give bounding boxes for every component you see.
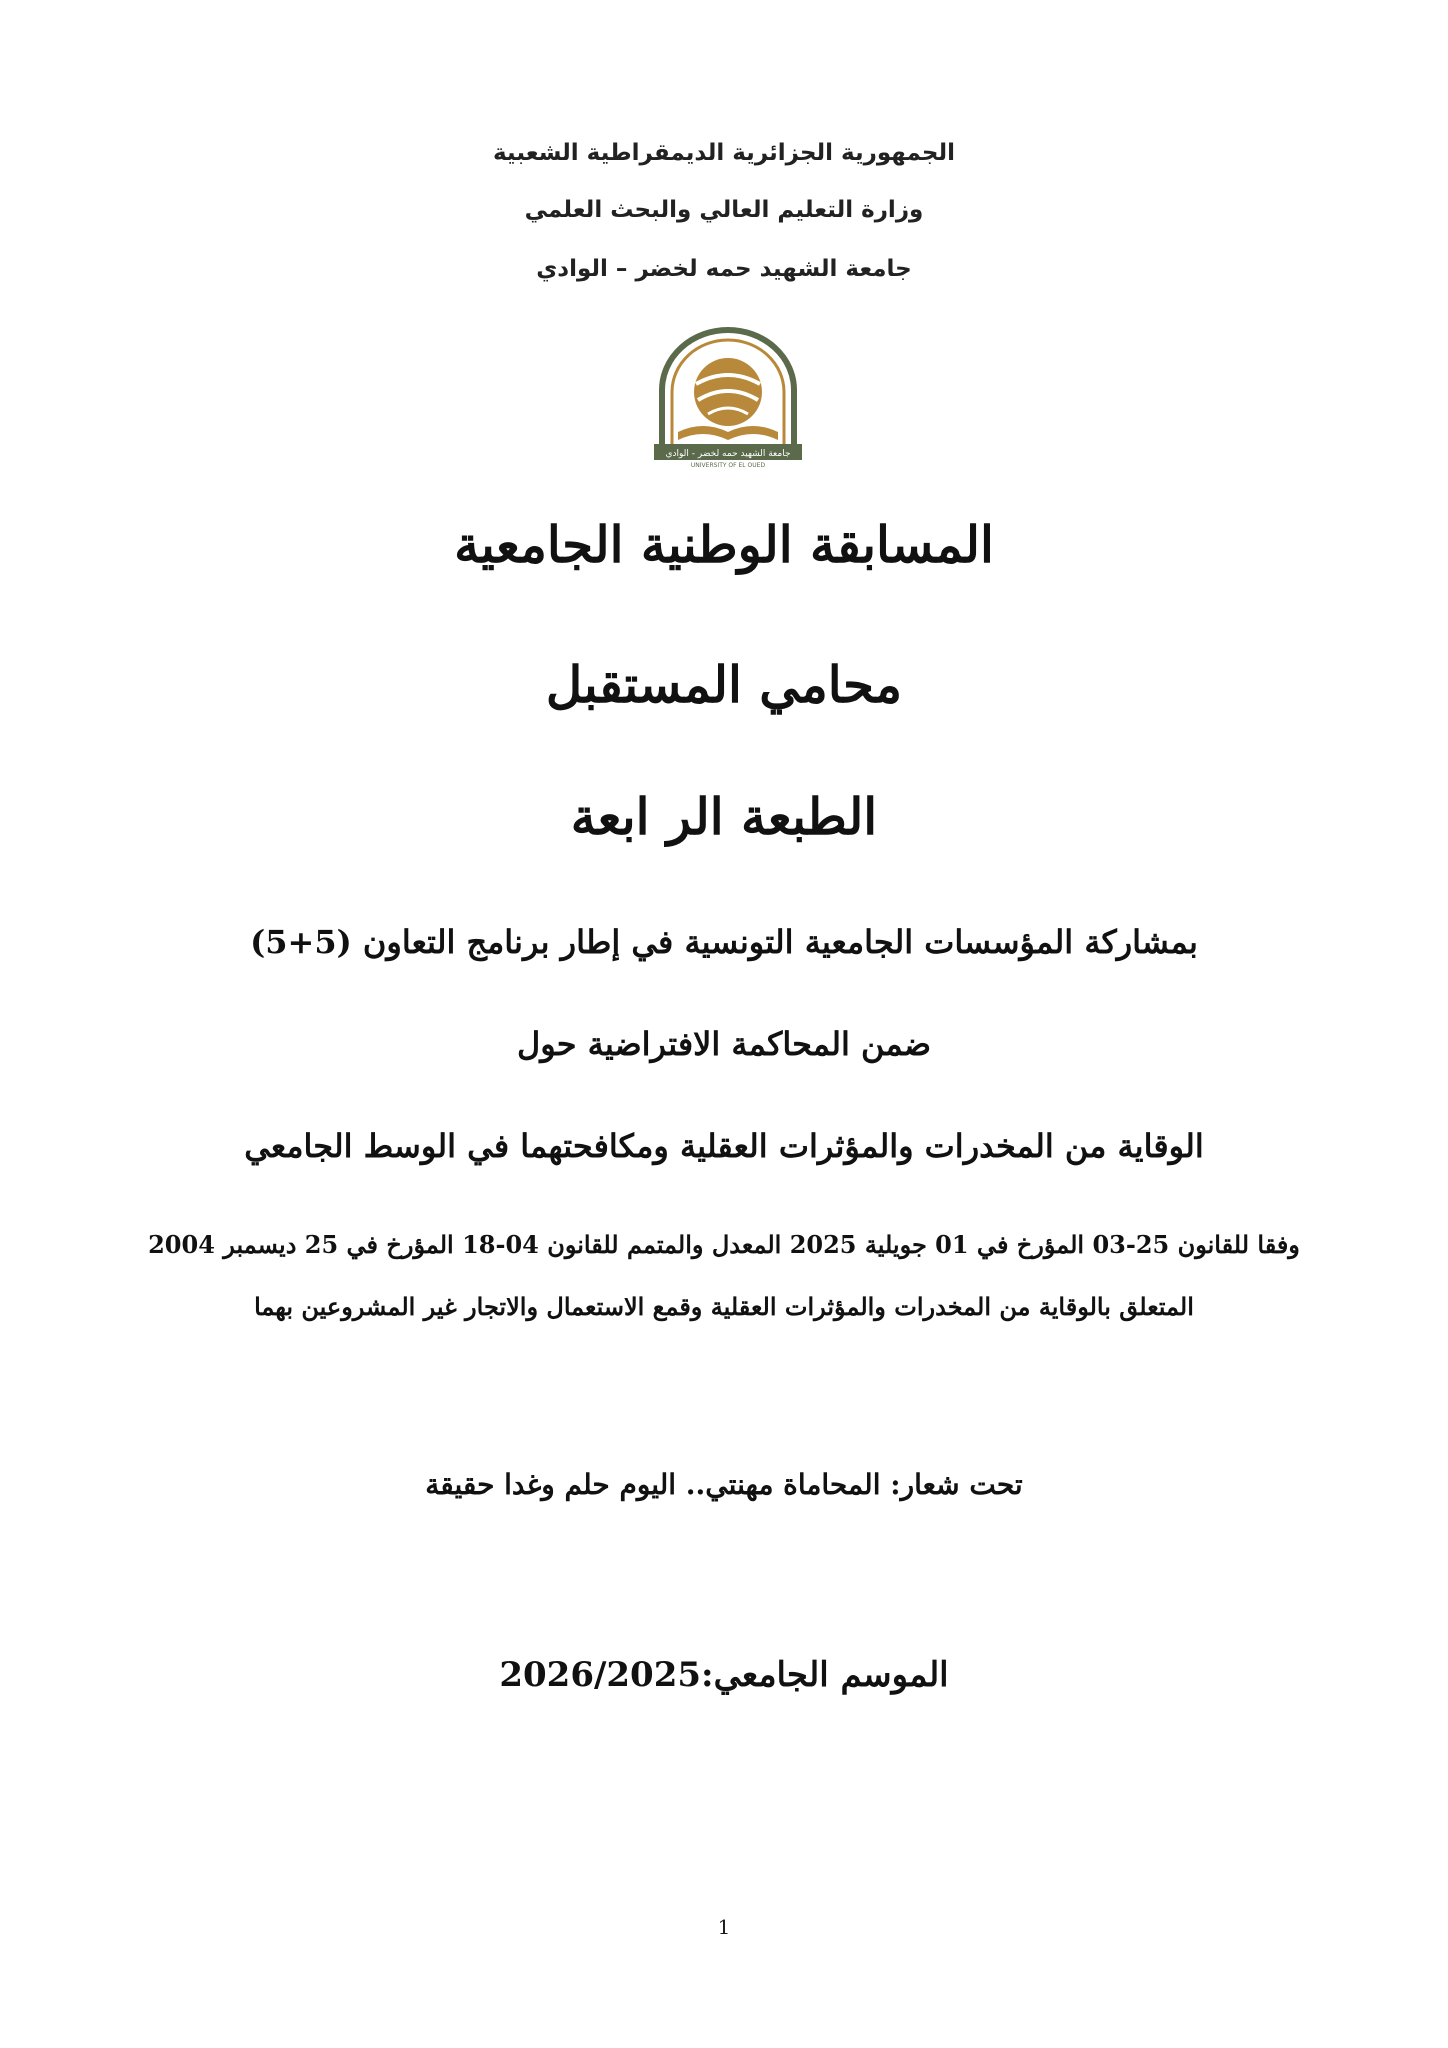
within-line: ضمن المحاكمة الافتراضية حول [516, 1025, 932, 1063]
law-line-1: وفقا للقانون 25-03 المؤرخ في 01 جويلية 2025 المعدل والمتمم للقانون 04-18 المؤرخ في 25 ديسمبر 2004 [148, 1230, 1300, 1259]
competition-title: المسابقة الوطنية الجامعية [454, 515, 994, 574]
university-heading: جامعة الشهيد حمه لخضر – الوادي [536, 256, 912, 282]
logo-subcaption: UNIVERSITY OF EL OUED [690, 462, 766, 468]
participation-line: بمشاركة المؤسسات الجامعية التونسية في إطار برنامج التعاون (5+5) [250, 923, 1198, 961]
topic-line: الوقاية من المخدرات والمؤثرات العقلية ومكافحتهما في الوسط الجامعي [244, 1127, 1204, 1165]
competition-name: محامي المستقبل [545, 655, 903, 714]
motto-line: تحت شعار: المحاماة مهنتي.. اليوم حلم وغدا حقيقة [425, 1468, 1023, 1501]
logo-book [678, 426, 778, 440]
university-logo-icon [648, 326, 808, 468]
academic-season: الموسم الجامعي:2026/2025 [499, 1655, 949, 1695]
ministry-heading: وزارة التعليم العالي والبحث العلمي [524, 197, 924, 223]
logo-caption: جامعة الشهيد حمه لخضر - الوادي [665, 449, 791, 459]
university-logo-svg [648, 326, 808, 468]
page-number: 1 [717, 1915, 731, 1939]
republic-heading: الجمهورية الجزائرية الديمقراطية الشعبية [492, 140, 956, 166]
law-line-2: المتعلق بالوقاية من المخدرات والمؤثرات العقلية وقمع الاستعمال والاتجار غير المشروعين بهما [254, 1292, 1194, 1321]
edition-title: الطبعة الر ابعة [570, 787, 878, 846]
